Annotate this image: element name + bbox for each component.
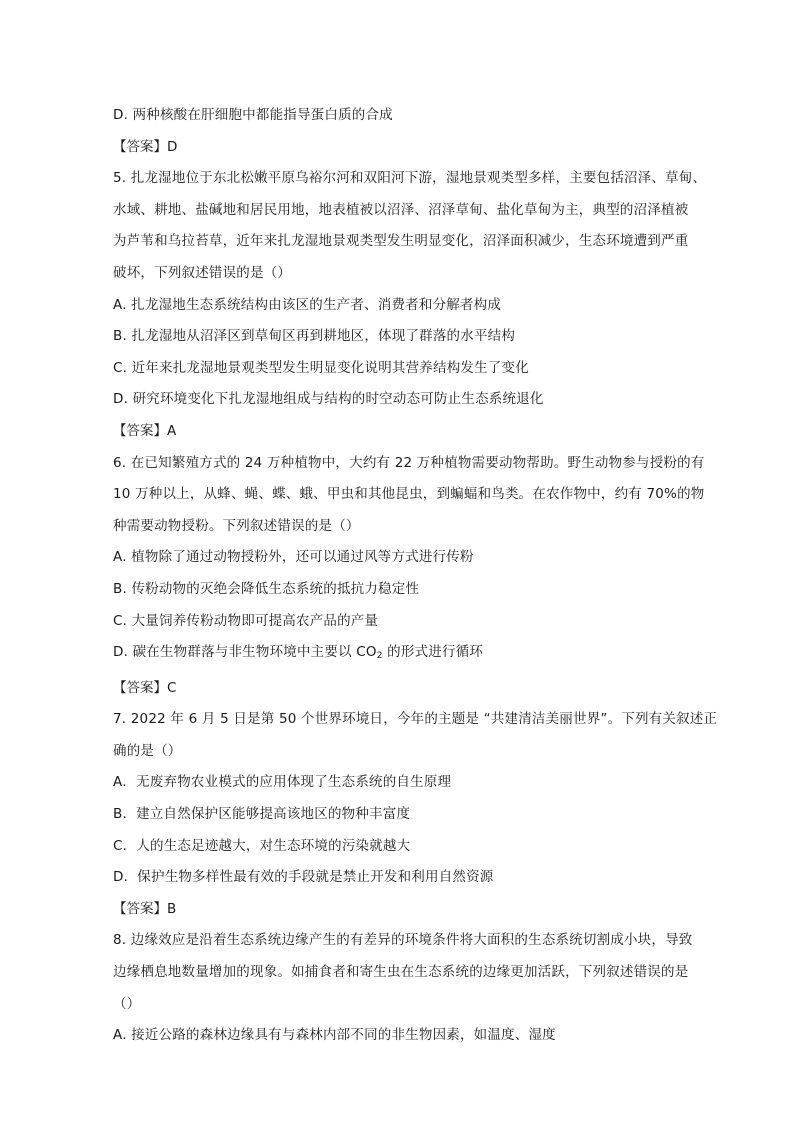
q5-option-b: B. 扎龙湿地从沼泽区到草甸区再到耕地区，体现了群落的水平结构 bbox=[113, 328, 516, 345]
q7-stem-line-1: 7. 2022 年 6 月 5 日是第 50 个世界环境日，今年的主题是 “共建清洁美丽世界”。下列有关叙述正 bbox=[113, 711, 718, 728]
q5-stem-line-4: 破坏，下列叙述错误的是（） bbox=[113, 264, 292, 281]
q5-stem-line-1: 5. 扎龙湿地位于东北松嫩平原乌裕尔河和双阳河下游，湿地景观类型多样，主要包括沼泽、草甸、 bbox=[113, 170, 707, 187]
q6-stem-line-2: 10 万种以上，从蜂、蝇、蝶、蛾、甲虫和其他昆虫，到蝙蝠和鸟类。在农作物中，约有 70%的物 bbox=[113, 486, 705, 503]
q8-stem-line-2: 边缘栖息地数量增加的现象。如捕食者和寄生虫在生态系统的边缘更加活跃，下列叙述错误的是 bbox=[113, 964, 689, 981]
q6-option-b: B. 传粉动物的灭绝会降低生态系统的抵抗力稳定性 bbox=[113, 580, 420, 597]
q4-option-d: D. 两种核酸在肝细胞中都能指导蛋白质的合成 bbox=[113, 107, 393, 123]
q6-option-d-subscript: 2 bbox=[376, 651, 383, 662]
q6-option-d-text-pre: D. 碳在生物群落与非生物环境中主要以 CO bbox=[113, 644, 377, 661]
q4-answer: 【答案】D bbox=[113, 138, 178, 155]
document-page bbox=[113, 100, 718, 1052]
q5-option-c: C. 近年来扎龙湿地景观类型发生明显变化说明其营养结构发生了变化 bbox=[113, 359, 529, 376]
q6-option-c: C. 大量饲养传粉动物即可提高农产品的产量 bbox=[113, 612, 379, 629]
q5-stem-line-3: 为芦苇和乌拉苔草，近年来扎龙湿地景观类型发生明显变化，沼泽面积减少，生态环境遭到严重 bbox=[113, 233, 689, 250]
q6-answer: 【答案】C bbox=[113, 679, 177, 696]
q5-stem-line-2: 水域、耕地、盐碱地和居民用地，地表植被以沼泽、沼泽草甸、盐化草甸为主，典型的沼泽植被 bbox=[113, 201, 689, 218]
q8-stem-line-1: 8. 边缘效应是沿着生态系统边缘产生的有差异的环境条件将大面积的生态系统切割成小块，导致 bbox=[113, 932, 693, 949]
q5-answer: 【答案】A bbox=[113, 422, 177, 439]
q6-option-d bbox=[113, 637, 703, 673]
q7-option-a: A．无废弃物农业模式的应用体现了生态系统的自生原理 bbox=[113, 774, 452, 791]
q7-option-b: B．建立自然保护区能够提高该地区的物种丰富度 bbox=[113, 806, 411, 823]
q8-option-a: A. 接近公路的森林边缘具有与森林内部不同的非生物因素，如温度、湿度 bbox=[113, 1027, 556, 1044]
q6-stem-line-3: 种需要动物授粉。下列叙述错误的是（） bbox=[113, 517, 360, 534]
q7-option-c: C．人的生态足迹越大，对生态环境的污染就越大 bbox=[113, 837, 411, 854]
q7-answer: 【答案】B bbox=[113, 900, 177, 917]
q7-option-d: D．保护生物多样性最有效的手段就是禁止开发和利用自然资源 bbox=[113, 869, 494, 886]
q8-stem-line-3: （） bbox=[113, 995, 141, 1012]
q5-option-a: A. 扎龙湿地生态系统结构由该区的生产者、消费者和分解者构成 bbox=[113, 296, 502, 313]
q5-option-d: D. 研究环境变化下扎龙湿地组成与结构的时空动态可防止生态系统退化 bbox=[113, 391, 544, 408]
q6-option-d-text-post: 的形式进行循环 bbox=[382, 644, 484, 661]
q6-option-a: A. 植物除了通过动物授粉外，还可以通过风等方式进行传粉 bbox=[113, 549, 474, 566]
q7-stem-line-2: 确的是（） bbox=[113, 742, 182, 759]
q6-stem-line-1: 6. 在已知繁殖方式的 24 万种植物中，大约有 22 万种植物需要动物帮助。野生动物参与授粉的有 bbox=[113, 454, 705, 471]
